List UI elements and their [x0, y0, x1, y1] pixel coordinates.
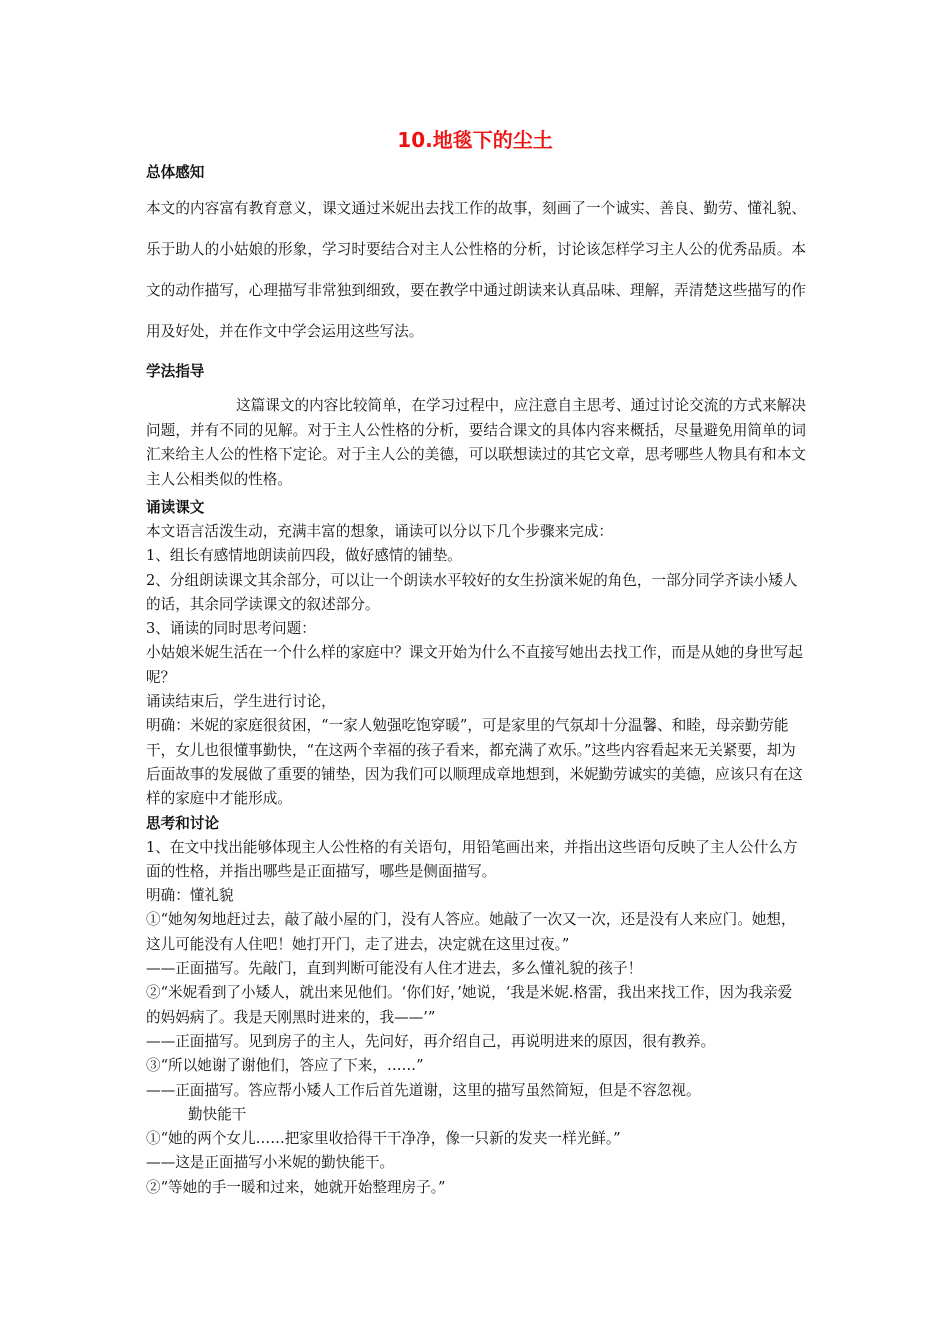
document-body: [146, 160, 806, 1200]
section-heading: 诵读课文: [146, 499, 205, 516]
paragraph-line: 本文语言活泼生动，充满丰富的想象，诵读可以分以下几个步骤来完成：: [146, 523, 614, 540]
paragraph-line: ——正面描写。见到房子的主人，先问好，再介绍自己，再说明进来的原因，很有教养。: [146, 1032, 716, 1050]
paragraph-line: ①“她匆匆地赶过去，敲了敲小屋的门，没有人答应。她敲了一次又一次，还是没有人来应门。她想，这儿可能没有人住吧！她打开门，走了进去，决定就在这里过夜。”: [146, 911, 796, 953]
paragraph-line: ——正面描写。答应帮小矮人工作后首先道谢，这里的描写虽然简短，但是不容忽视。: [146, 1081, 701, 1099]
paragraph-line: 诵读结束后，学生进行讨论，: [146, 693, 336, 711]
paragraph-line: 明确：米妮的家庭很贫困，“一家人勉强吃饱穿暖”，可是家里的气氛却十分温馨、和睦，母亲勤劳能干，女儿也很懂事勤快，“在这两个幸福的孩子看来，都充满了欢乐。”这些内容看起来无关紧要，却为后面故事的发展做了重要的铺垫，因为我们可以顺理成章地想到，米妮勤劳诚实的美德，应该只有在这样的家庭中才能形成。: [146, 717, 803, 808]
paragraph-line: ①“她的两个女儿……把家里收拾得干干净净，像一只新的发夹一样光鲜。”: [146, 1130, 621, 1148]
paragraph-line: ——正面描写。先敲门，直到判断可能没有人住才进去，多么懂礼貌的孩子！: [146, 960, 643, 978]
paragraph-line: 2、分组朗读课文其余部分，可以让一个朗读水平较好的女生扮演米妮的角色，一部分同学齐读小矮人的话，其余同学读课文的叙述部分。: [146, 571, 798, 613]
paragraph-line: 1、在文中找出能够体现主人公性格的有关语句，用铅笔画出来，并指出这些语句反映了主人公什么方面的性格，并指出哪些是正面描写，哪些是侧面描写。: [146, 838, 798, 880]
section-method: [146, 358, 806, 492]
section-paragraph: 本文的内容富有教育意义，课文通过米妮出去找工作的故事，刻画了一个诚实、善良、勤劳、懂礼貌、乐于助人的小姑娘的形象，学习时要结合对主人公性格的分析，讨论该怎样学习主人公的优秀品质。本文的动作描写，心理描写非常独到细致，要在教学中通过朗读来认真品味、理解，弄清楚这些描写的作用及好处，并在作文中学会运用这些写法。: [146, 200, 806, 340]
document-title: 10.地毯下的尘土: [397, 128, 553, 152]
section-heading: 思考和讨论: [146, 814, 219, 832]
section-heading: 总体感知: [146, 164, 205, 181]
section-discussion: [146, 812, 806, 1200]
subsection-heading: 勤快能干: [188, 1105, 247, 1123]
paragraph-line: 3、诵读的同时思考问题：: [146, 620, 316, 638]
paragraph-line: 1、组长有感情地朗读前四段，做好感情的铺垫。: [146, 547, 462, 565]
section-reading: [146, 496, 806, 812]
paragraph-line: ②“米妮看到了小矮人，就出来见他们。‘你们好，’她说，‘我是米妮.格雷，我出来找工作，因为我亲爱的妈妈病了。我是天刚黑时进来的，我——’”: [146, 984, 793, 1026]
section-paragraph: 这篇课文的内容比较简单，在学习过程中，应注意自主思考、通过讨论交流的方式来解决问题，并有不同的见解。对于主人公性格的分析，要结合课文的具体内容来概括，尽量避免用简单的词汇来给主人公的性格下定论。对于主人公的美德，可以联想读过的其它文章，思考哪些人物具有和本文主人公相类似的性格。: [146, 397, 806, 488]
paragraph-line: 小姑娘米妮生活在一个什么样的家庭中？课文开始为什么不直接写她出去找工作，而是从她的身世写起呢？: [146, 644, 803, 686]
section-heading: 学法指导: [146, 363, 205, 380]
section-overview: [146, 160, 806, 352]
paragraph-line: ——这是正面描写小米妮的勤快能干。: [146, 1154, 395, 1172]
paragraph-line: ②“等她的手一暖和过来，她就开始整理房子。”: [146, 1178, 446, 1196]
paragraph-line: ③“所以她谢了谢他们，答应了下来，……”: [146, 1057, 424, 1075]
paragraph-line: 明确：懂礼貌: [146, 887, 234, 905]
